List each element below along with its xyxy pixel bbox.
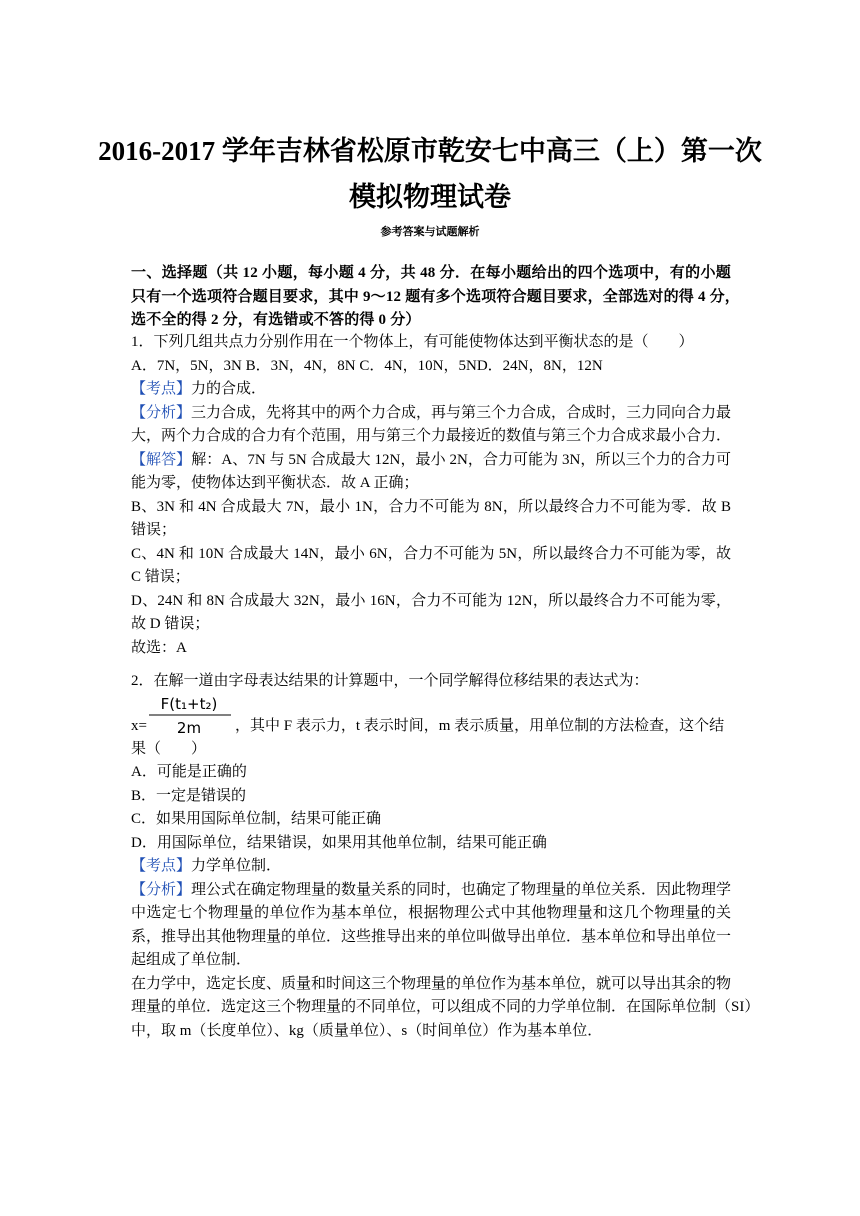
section-line: 一、选择题（共 12 小题，每小题 4 分，共 48 分．在每小题给出的四个选项中，有的小题 — [131, 265, 731, 281]
question-1 — [131, 331, 731, 660]
kaodian-text: 力学单位制． — [191, 858, 282, 874]
question-stem: 2．在解一道由字母表达结果的计算题中，一个同学解得位移结果的表达式为： — [131, 673, 649, 689]
jieda-tag: 【解答】 — [131, 451, 192, 468]
paragraph-line: 在力学中，选定长度、质量和时间这三个物理量的单位作为基本单位，就可以导出其余的物 — [131, 975, 732, 992]
solution-b: B、3N 和 4N 合成最大 7N，最小 1N，合力不可能为 8N，所以最终合力不可能为零．故 B — [131, 498, 731, 515]
solution-d: D、24N 和 8N 合成最大 32N，最小 16N，合力不可能为 12N，所以最终合力不可能为零， — [131, 592, 731, 609]
paragraph-line: 中，取 m（长度单位）、kg（质量单位）、s（时间单位）作为基本单位． — [131, 1022, 603, 1039]
jieda-text-cont: 能为零，使物体达到平衡状态．故 A 正确； — [131, 475, 419, 491]
solution-c: C、4N 和 10N 合成最大 14N，最小 6N，合力不可能为 5N，所以最终合力不可能为零，故 — [131, 545, 731, 562]
section-heading — [131, 262, 741, 333]
answer: 故选：A — [131, 639, 187, 656]
fenxi-text-cont: 系，推导出其他物理量的单位．这些推导出来的单位叫做导出单位．基本单位和导出单位一 — [131, 928, 732, 945]
kaodian-row — [131, 378, 731, 402]
fenxi-text-cont: 起组成了单位制． — [131, 952, 252, 968]
section-line: 选不全的得 2 分，有选错或不答的得 0 分） — [131, 312, 421, 328]
fenxi-text: 三力合成，先将其中的两个力合成，再与第三个力合成，合成时，三力同向合力最 — [191, 404, 732, 421]
formula-denominator: 2m — [176, 718, 202, 737]
section-line: 只有一个选项符合题目要求，其中 9～12 题有多个选项符合题目要求，全部选对的得 4 分， — [131, 288, 741, 305]
fenxi-tag: 【分析】 — [131, 404, 192, 421]
option-a: A．可能是正确的 — [131, 764, 247, 780]
page-subtitle: 参考答案与试题解析 — [380, 226, 480, 238]
kaodian-tag: 【考点】 — [131, 381, 192, 397]
jieda-row — [131, 449, 731, 473]
question-stem-end: 果（ ） — [131, 740, 207, 757]
formula-numerator: F(t₁+t₂) — [160, 694, 218, 713]
paragraph-line: 理量的单位．选定这三个物理量的不同单位，可以组成不同的力学单位制．在国际单位制（SI） — [131, 999, 760, 1015]
option-d: D．用国际单位，结果错误，如果用其他单位制，结果可能正确 — [131, 834, 547, 851]
jieda-text: 解：A、7N 与 5N 合成最大 12N，最小 2N，合力可能为 3N，所以三个力的合力可 — [191, 451, 731, 468]
fenxi-text: 理公式在确定物理量的数量关系的同时，也确定了物理量的单位关系．因此物理学 — [191, 881, 732, 898]
solution-b-cont: 错误； — [131, 522, 177, 538]
formula-prefix: x= — [131, 717, 147, 734]
formula-fraction — [131, 694, 235, 738]
fenxi-text-cont: 中选定七个物理量的单位作为基本单位，根据物理公式中其他物理量和这几个物理量的关 — [131, 905, 731, 921]
formula-description: ，其中 F 表示力，t 表示时间，m 表示质量，用单位制的方法检查，这个结 — [235, 717, 725, 734]
formula-row — [131, 694, 731, 738]
kaodian-tag: 【考点】 — [131, 858, 192, 874]
question-stem: 1．下列几组共点力分别作用在一个物体上，有可能使物体达到平衡状态的是（ ） — [131, 334, 694, 350]
kaodian-text: 力的合成． — [191, 381, 267, 397]
solution-c-cont: C 错误； — [131, 569, 190, 585]
solution-d-cont: 故 D 错误； — [131, 616, 210, 632]
option-c: C．如果用国际单位制，结果可能正确 — [131, 811, 382, 827]
page-title-line1: 2016-2017 学年吉林省松原市乾安七中高三（上）第一次 — [98, 136, 762, 166]
fenxi-text-cont: 大，两个力合成的合力有个范围，用与第三个力最接近的数值与第三个力合成求最小合力． — [131, 428, 732, 444]
kaodian-row — [131, 855, 731, 879]
option-b: B．一定是错误的 — [131, 787, 247, 804]
fenxi-row — [131, 402, 731, 426]
question-2 — [131, 670, 760, 1043]
fenxi-tag: 【分析】 — [131, 881, 192, 898]
page-title-line2: 模拟物理试卷 — [349, 182, 511, 212]
question-options: A．7N，5N，3N B．3N，4N，8N C．4N，10N，5ND．24N，8N，12N — [131, 357, 603, 374]
fenxi-row — [131, 879, 731, 903]
